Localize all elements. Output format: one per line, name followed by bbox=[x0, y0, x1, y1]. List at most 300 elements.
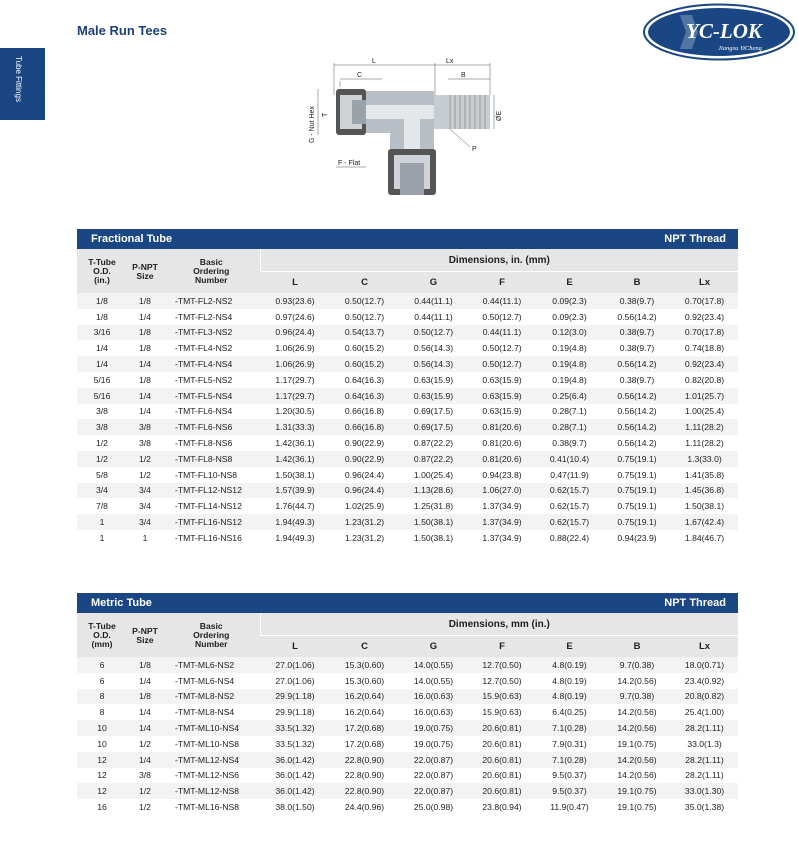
cell-E: 0.62(15.7) bbox=[536, 498, 603, 514]
table-row bbox=[77, 419, 738, 435]
col-C: C bbox=[330, 636, 399, 658]
cell-G: 22.0(0.87) bbox=[399, 752, 468, 768]
cell-Lx: 25.4(1.00) bbox=[671, 704, 738, 720]
cell-Lx: 1.01(25.7) bbox=[671, 388, 738, 404]
section-thread: NPT Thread bbox=[664, 233, 726, 245]
cell-B: 0.75(19.1) bbox=[603, 451, 671, 467]
cell-E: 0.19(4.8) bbox=[536, 372, 603, 388]
section-title: Fractional Tube bbox=[91, 233, 173, 245]
cell-L: 1.94(49.3) bbox=[260, 514, 330, 530]
cell-ordering-number: -TMT-ML16-NS8 bbox=[163, 799, 260, 815]
cell-Lx: 28.2(1.11) bbox=[671, 768, 738, 784]
cell-tube-od: 1/8 bbox=[77, 293, 127, 309]
cell-L: 1.42(36.1) bbox=[260, 451, 330, 467]
cell-F: 0.63(15.9) bbox=[468, 372, 536, 388]
cell-tube-od: 3/8 bbox=[77, 419, 127, 435]
cell-tube-od: 1/4 bbox=[77, 356, 127, 372]
cell-E: 0.28(7.1) bbox=[536, 419, 603, 435]
cell-F: 1.37(34.9) bbox=[468, 514, 536, 530]
cell-E: 4.8(0.19) bbox=[536, 689, 603, 705]
cell-C: 22.8(0.90) bbox=[330, 783, 399, 799]
cell-C: 0.66(16.8) bbox=[330, 419, 399, 435]
table-row bbox=[77, 340, 738, 356]
cell-B: 9.7(0.38) bbox=[603, 657, 671, 673]
cell-npt-size: 1/8 bbox=[127, 657, 163, 673]
cell-Lx: 1.41(35.8) bbox=[671, 467, 738, 483]
cell-C: 15.3(0.60) bbox=[330, 657, 399, 673]
cell-G: 0.69(17.5) bbox=[399, 419, 468, 435]
col-E: E bbox=[536, 272, 603, 294]
cell-tube-od: 16 bbox=[77, 799, 127, 815]
cell-B: 0.38(9.7) bbox=[603, 372, 671, 388]
cell-L: 1.94(49.3) bbox=[260, 530, 330, 546]
cell-npt-size: 1/2 bbox=[127, 783, 163, 799]
cell-C: 0.90(22.9) bbox=[330, 451, 399, 467]
cell-E: 0.19(4.8) bbox=[536, 340, 603, 356]
table-row bbox=[77, 356, 738, 372]
cell-Lx: 23.4(0.92) bbox=[671, 673, 738, 689]
cell-ordering-number: -TMT-ML10-NS4 bbox=[163, 720, 260, 736]
table-row bbox=[77, 514, 738, 530]
cell-B: 14.2(0.56) bbox=[603, 673, 671, 689]
cell-C: 1.23(31.2) bbox=[330, 530, 399, 546]
cell-C: 22.8(0.90) bbox=[330, 768, 399, 784]
cell-Lx: 0.74(18.8) bbox=[671, 340, 738, 356]
cell-L: 0.97(24.6) bbox=[260, 309, 330, 325]
dim-Lx: Lx bbox=[446, 58, 454, 65]
cell-B: 0.56(14.2) bbox=[603, 309, 671, 325]
cell-F: 0.81(20.6) bbox=[468, 419, 536, 435]
table-row bbox=[77, 799, 738, 815]
cell-B: 14.2(0.56) bbox=[603, 704, 671, 720]
cell-ordering-number: -TMT-FL16-NS12 bbox=[163, 514, 260, 530]
cell-tube-od: 1 bbox=[77, 514, 127, 530]
cell-Lx: 33.0(1.30) bbox=[671, 783, 738, 799]
cell-G: 22.0(0.87) bbox=[399, 768, 468, 784]
col-dimensions: Dimensions, in. (mm) bbox=[260, 249, 738, 272]
cell-G: 25.0(0.98) bbox=[399, 799, 468, 815]
cell-E: 0.09(2.3) bbox=[536, 293, 603, 309]
cell-Lx: 20.8(0.82) bbox=[671, 689, 738, 705]
cell-tube-od: 8 bbox=[77, 704, 127, 720]
cell-C: 0.50(12.7) bbox=[330, 309, 399, 325]
cell-G: 1.50(38.1) bbox=[399, 514, 468, 530]
cell-B: 0.38(9.7) bbox=[603, 340, 671, 356]
cell-tube-od: 5/8 bbox=[77, 467, 127, 483]
table-row bbox=[77, 752, 738, 768]
cell-C: 0.54(13.7) bbox=[330, 325, 399, 341]
metric-table bbox=[77, 613, 738, 815]
cell-tube-od: 12 bbox=[77, 752, 127, 768]
cell-ordering-number: -TMT-FL6-NS4 bbox=[163, 404, 260, 420]
cell-G: 0.87(22.2) bbox=[399, 451, 468, 467]
cell-F: 0.50(12.7) bbox=[468, 309, 536, 325]
cell-F: 0.44(11.1) bbox=[468, 325, 536, 341]
cell-F: 20.6(0.81) bbox=[468, 768, 536, 784]
cell-E: 4.8(0.19) bbox=[536, 657, 603, 673]
cell-npt-size: 1/8 bbox=[127, 372, 163, 388]
table-row bbox=[77, 530, 738, 546]
cell-tube-od: 6 bbox=[77, 657, 127, 673]
cell-C: 16.2(0.64) bbox=[330, 689, 399, 705]
cell-C: 22.8(0.90) bbox=[330, 752, 399, 768]
cell-ordering-number: -TMT-FL4-NS2 bbox=[163, 340, 260, 356]
cell-L: 1.76(44.7) bbox=[260, 498, 330, 514]
cell-B: 0.56(14.2) bbox=[603, 419, 671, 435]
cell-C: 0.96(24.4) bbox=[330, 467, 399, 483]
cell-ordering-number: -TMT-FL14-NS12 bbox=[163, 498, 260, 514]
table-row bbox=[77, 673, 738, 689]
section-header bbox=[77, 229, 738, 249]
cell-Lx: 0.70(17.8) bbox=[671, 325, 738, 341]
cell-C: 16.2(0.64) bbox=[330, 704, 399, 720]
cell-npt-size: 1/4 bbox=[127, 388, 163, 404]
table-row bbox=[77, 720, 738, 736]
dim-E: ØE bbox=[496, 110, 503, 121]
cell-L: 0.96(24.4) bbox=[260, 325, 330, 341]
cell-G: 16.0(0.63) bbox=[399, 704, 468, 720]
table-row bbox=[77, 325, 738, 341]
cell-npt-size: 1/4 bbox=[127, 404, 163, 420]
cell-G: 22.0(0.87) bbox=[399, 783, 468, 799]
cell-B: 0.56(14.2) bbox=[603, 435, 671, 451]
col-ordering-number: Basic Ordering Number bbox=[163, 249, 260, 293]
cell-Lx: 33.0(1.3) bbox=[671, 736, 738, 752]
cell-Lx: 18.0(0.71) bbox=[671, 657, 738, 673]
side-tab-label: Tube Fittings bbox=[14, 56, 23, 102]
cell-Lx: 1.84(46.7) bbox=[671, 530, 738, 546]
cell-L: 1.17(29.7) bbox=[260, 372, 330, 388]
cell-E: 0.47(11.9) bbox=[536, 467, 603, 483]
cell-C: 1.02(25.9) bbox=[330, 498, 399, 514]
cell-F: 0.50(12.7) bbox=[468, 356, 536, 372]
cell-ordering-number: -TMT-FL5-NS2 bbox=[163, 372, 260, 388]
cell-G: 1.25(31.8) bbox=[399, 498, 468, 514]
col-F: F bbox=[468, 636, 536, 658]
table-row bbox=[77, 704, 738, 720]
cell-F: 0.81(20.6) bbox=[468, 435, 536, 451]
cell-ordering-number: -TMT-FL6-NS6 bbox=[163, 419, 260, 435]
cell-F: 15.9(0.63) bbox=[468, 689, 536, 705]
cell-ordering-number: -TMT-FL2-NS4 bbox=[163, 309, 260, 325]
cell-G: 0.50(12.7) bbox=[399, 325, 468, 341]
col-E: E bbox=[536, 636, 603, 658]
col-C: C bbox=[330, 272, 399, 294]
brand-logo bbox=[642, 3, 796, 61]
table-row bbox=[77, 293, 738, 309]
col-L: L bbox=[260, 272, 330, 294]
cell-C: 24.4(0.96) bbox=[330, 799, 399, 815]
cell-ordering-number: -TMT-ML6-NS2 bbox=[163, 657, 260, 673]
logo-text: YC-LOK bbox=[686, 19, 762, 43]
cell-E: 6.4(0.25) bbox=[536, 704, 603, 720]
cell-G: 0.63(15.9) bbox=[399, 388, 468, 404]
cell-Lx: 0.92(23.4) bbox=[671, 356, 738, 372]
cell-Lx: 0.92(23.4) bbox=[671, 309, 738, 325]
cell-E: 9.5(0.37) bbox=[536, 783, 603, 799]
cell-ordering-number: -TMT-FL5-NS4 bbox=[163, 388, 260, 404]
dim-G: G - Nut Hex bbox=[309, 106, 316, 143]
cell-L: 1.20(30.5) bbox=[260, 404, 330, 420]
cell-npt-size: 3/4 bbox=[127, 498, 163, 514]
cell-L: 1.31(33.3) bbox=[260, 419, 330, 435]
cell-F: 0.50(12.7) bbox=[468, 340, 536, 356]
cell-F: 20.6(0.81) bbox=[468, 736, 536, 752]
section-header bbox=[77, 593, 738, 613]
section-thread: NPT Thread bbox=[664, 597, 726, 609]
cell-C: 0.60(15.2) bbox=[330, 356, 399, 372]
cell-ordering-number: -TMT-FL2-NS2 bbox=[163, 293, 260, 309]
cell-L: 36.0(1.42) bbox=[260, 783, 330, 799]
cell-G: 0.44(11.1) bbox=[399, 309, 468, 325]
cell-npt-size: 3/4 bbox=[127, 483, 163, 499]
cell-tube-od: 10 bbox=[77, 736, 127, 752]
cell-G: 0.44(11.1) bbox=[399, 293, 468, 309]
col-G: G bbox=[399, 272, 468, 294]
cell-L: 36.0(1.42) bbox=[260, 752, 330, 768]
col-B: B bbox=[603, 272, 671, 294]
table-row bbox=[77, 768, 738, 784]
cell-C: 0.66(16.8) bbox=[330, 404, 399, 420]
col-dimensions: Dimensions, mm (in.) bbox=[260, 613, 738, 636]
cell-E: 0.41(10.4) bbox=[536, 451, 603, 467]
col-tube-od: T-Tube O.D. (in.) bbox=[77, 249, 127, 293]
cell-tube-od: 5/16 bbox=[77, 372, 127, 388]
dim-C: C bbox=[357, 72, 363, 79]
col-G: G bbox=[399, 636, 468, 658]
cell-ordering-number: -TMT-FL8-NS8 bbox=[163, 451, 260, 467]
cell-F: 23.8(0.94) bbox=[468, 799, 536, 815]
tee-diagram bbox=[300, 55, 510, 200]
col-Lx: Lx bbox=[671, 636, 738, 658]
cell-B: 0.94(23.9) bbox=[603, 530, 671, 546]
col-F: F bbox=[468, 272, 536, 294]
cell-E: 0.09(2.3) bbox=[536, 309, 603, 325]
cell-tube-od: 1/4 bbox=[77, 340, 127, 356]
cell-ordering-number: -TMT-ML12-NS4 bbox=[163, 752, 260, 768]
cell-F: 0.81(20.6) bbox=[468, 451, 536, 467]
cell-C: 0.60(15.2) bbox=[330, 340, 399, 356]
cell-F: 0.63(15.9) bbox=[468, 404, 536, 420]
cell-Lx: 0.70(17.8) bbox=[671, 293, 738, 309]
cell-tube-od: 12 bbox=[77, 768, 127, 784]
cell-tube-od: 1 bbox=[77, 530, 127, 546]
metric-tube-section bbox=[77, 593, 738, 815]
cell-tube-od: 7/8 bbox=[77, 498, 127, 514]
cell-tube-od: 8 bbox=[77, 689, 127, 705]
cell-B: 19.1(0.75) bbox=[603, 783, 671, 799]
cell-ordering-number: -TMT-FL10-NS8 bbox=[163, 467, 260, 483]
side-tab[interactable] bbox=[0, 48, 45, 120]
cell-npt-size: 1/8 bbox=[127, 340, 163, 356]
cell-npt-size: 3/8 bbox=[127, 768, 163, 784]
table-row bbox=[77, 736, 738, 752]
table-row bbox=[77, 467, 738, 483]
fractional-table bbox=[77, 249, 738, 546]
cell-B: 9.7(0.38) bbox=[603, 689, 671, 705]
cell-npt-size: 3/8 bbox=[127, 435, 163, 451]
cell-L: 1.06(26.9) bbox=[260, 340, 330, 356]
cell-B: 0.75(19.1) bbox=[603, 467, 671, 483]
col-ordering-number: Basic Ordering Number bbox=[163, 613, 260, 657]
cell-G: 1.00(25.4) bbox=[399, 467, 468, 483]
cell-C: 17.2(0.68) bbox=[330, 736, 399, 752]
table-row bbox=[77, 309, 738, 325]
dim-B: B bbox=[461, 72, 466, 79]
table-row bbox=[77, 783, 738, 799]
cell-L: 1.42(36.1) bbox=[260, 435, 330, 451]
fractional-tube-section bbox=[77, 229, 738, 546]
cell-tube-od: 10 bbox=[77, 720, 127, 736]
cell-F: 1.37(34.9) bbox=[468, 498, 536, 514]
cell-F: 0.94(23.8) bbox=[468, 467, 536, 483]
cell-npt-size: 3/8 bbox=[127, 419, 163, 435]
table-row bbox=[77, 388, 738, 404]
cell-Lx: 1.00(25.4) bbox=[671, 404, 738, 420]
cell-E: 0.25(6.4) bbox=[536, 388, 603, 404]
cell-ordering-number: -TMT-ML12-NS8 bbox=[163, 783, 260, 799]
cell-B: 0.75(19.1) bbox=[603, 483, 671, 499]
cell-E: 7.1(0.28) bbox=[536, 720, 603, 736]
cell-E: 7.9(0.31) bbox=[536, 736, 603, 752]
table-row bbox=[77, 372, 738, 388]
cell-C: 0.64(16.3) bbox=[330, 372, 399, 388]
cell-ordering-number: -TMT-ML8-NS4 bbox=[163, 704, 260, 720]
cell-tube-od: 3/16 bbox=[77, 325, 127, 341]
metric-table-body bbox=[77, 657, 738, 815]
cell-Lx: 0.82(20.8) bbox=[671, 372, 738, 388]
cell-L: 27.0(1.06) bbox=[260, 673, 330, 689]
cell-G: 0.69(17.5) bbox=[399, 404, 468, 420]
cell-B: 0.75(19.1) bbox=[603, 514, 671, 530]
cell-F: 12.7(0.50) bbox=[468, 673, 536, 689]
col-L: L bbox=[260, 636, 330, 658]
cell-E: 0.19(4.8) bbox=[536, 356, 603, 372]
cell-tube-od: 1/8 bbox=[77, 309, 127, 325]
cell-npt-size: 1/8 bbox=[127, 325, 163, 341]
cell-F: 0.63(15.9) bbox=[468, 388, 536, 404]
logo-subtitle: Jiangsu YiCheng bbox=[718, 45, 762, 52]
cell-Lx: 1.3(33.0) bbox=[671, 451, 738, 467]
cell-B: 0.56(14.2) bbox=[603, 404, 671, 420]
dim-T: T bbox=[322, 112, 329, 117]
cell-G: 14.0(0.55) bbox=[399, 657, 468, 673]
cell-tube-od: 1/2 bbox=[77, 435, 127, 451]
cell-F: 20.6(0.81) bbox=[468, 720, 536, 736]
cell-ordering-number: -TMT-FL8-NS6 bbox=[163, 435, 260, 451]
cell-L: 36.0(1.42) bbox=[260, 768, 330, 784]
cell-E: 7.1(0.28) bbox=[536, 752, 603, 768]
cell-F: 1.06(27.0) bbox=[468, 483, 536, 499]
cell-npt-size: 1/8 bbox=[127, 293, 163, 309]
cell-L: 27.0(1.06) bbox=[260, 657, 330, 673]
cell-ordering-number: -TMT-ML8-NS2 bbox=[163, 689, 260, 705]
table-row bbox=[77, 483, 738, 499]
cell-F: 1.37(34.9) bbox=[468, 530, 536, 546]
cell-B: 19.1(0.75) bbox=[603, 736, 671, 752]
cell-ordering-number: -TMT-ML10-NS8 bbox=[163, 736, 260, 752]
table-row bbox=[77, 689, 738, 705]
cell-E: 9.5(0.37) bbox=[536, 768, 603, 784]
table-row bbox=[77, 498, 738, 514]
cell-L: 1.57(39.9) bbox=[260, 483, 330, 499]
cell-tube-od: 1/2 bbox=[77, 451, 127, 467]
cell-L: 29.9(1.18) bbox=[260, 689, 330, 705]
cell-B: 14.2(0.56) bbox=[603, 768, 671, 784]
col-Lx: Lx bbox=[671, 272, 738, 294]
cell-L: 33.5(1.32) bbox=[260, 736, 330, 752]
cell-C: 0.90(22.9) bbox=[330, 435, 399, 451]
cell-E: 0.62(15.7) bbox=[536, 483, 603, 499]
col-tube-od: T-Tube O.D. (mm) bbox=[77, 613, 127, 657]
cell-tube-od: 3/8 bbox=[77, 404, 127, 420]
cell-C: 0.96(24.4) bbox=[330, 483, 399, 499]
cell-npt-size: 1/4 bbox=[127, 752, 163, 768]
cell-L: 29.9(1.18) bbox=[260, 704, 330, 720]
cell-npt-size: 1/4 bbox=[127, 309, 163, 325]
cell-E: 0.38(9.7) bbox=[536, 435, 603, 451]
cell-F: 12.7(0.50) bbox=[468, 657, 536, 673]
cell-C: 17.2(0.68) bbox=[330, 720, 399, 736]
cell-npt-size: 1/4 bbox=[127, 673, 163, 689]
cell-Lx: 35.0(1.38) bbox=[671, 799, 738, 815]
dim-P: P bbox=[472, 146, 477, 153]
cell-ordering-number: -TMT-FL16-NS16 bbox=[163, 530, 260, 546]
dim-F: F - Flat bbox=[338, 160, 361, 167]
cell-npt-size: 1/2 bbox=[127, 451, 163, 467]
cell-G: 0.87(22.2) bbox=[399, 435, 468, 451]
cell-B: 19.1(0.75) bbox=[603, 799, 671, 815]
table-row bbox=[77, 451, 738, 467]
cell-ordering-number: -TMT-ML12-NS6 bbox=[163, 768, 260, 784]
cell-Lx: 28.2(1.11) bbox=[671, 720, 738, 736]
table-row bbox=[77, 657, 738, 673]
cell-E: 0.12(3.0) bbox=[536, 325, 603, 341]
cell-E: 0.62(15.7) bbox=[536, 514, 603, 530]
cell-npt-size: 1/4 bbox=[127, 356, 163, 372]
cell-L: 1.50(38.1) bbox=[260, 467, 330, 483]
cell-G: 14.0(0.55) bbox=[399, 673, 468, 689]
cell-npt-size: 1/2 bbox=[127, 799, 163, 815]
cell-L: 33.5(1.32) bbox=[260, 720, 330, 736]
cell-C: 15.3(0.60) bbox=[330, 673, 399, 689]
cell-E: 0.28(7.1) bbox=[536, 404, 603, 420]
cell-G: 1.13(28.6) bbox=[399, 483, 468, 499]
dim-L: L bbox=[372, 58, 376, 65]
section-title: Metric Tube bbox=[91, 597, 152, 609]
cell-E: 0.88(22.4) bbox=[536, 530, 603, 546]
cell-B: 0.38(9.7) bbox=[603, 325, 671, 341]
cell-npt-size: 1/4 bbox=[127, 720, 163, 736]
cell-E: 11.9(0.47) bbox=[536, 799, 603, 815]
cell-F: 20.6(0.81) bbox=[468, 783, 536, 799]
col-npt-size: P-NPT Size bbox=[127, 249, 163, 293]
cell-Lx: 1.67(42.4) bbox=[671, 514, 738, 530]
col-npt-size: P-NPT Size bbox=[127, 613, 163, 657]
cell-ordering-number: -TMT-ML6-NS4 bbox=[163, 673, 260, 689]
cell-ordering-number: -TMT-FL12-NS12 bbox=[163, 483, 260, 499]
cell-Lx: 1.50(38.1) bbox=[671, 498, 738, 514]
cell-tube-od: 5/16 bbox=[77, 388, 127, 404]
cell-Lx: 1.11(28.2) bbox=[671, 419, 738, 435]
cell-G: 0.63(15.9) bbox=[399, 372, 468, 388]
cell-B: 0.75(19.1) bbox=[603, 498, 671, 514]
cell-G: 16.0(0.63) bbox=[399, 689, 468, 705]
table-row bbox=[77, 435, 738, 451]
cell-B: 0.56(14.2) bbox=[603, 388, 671, 404]
cell-B: 14.2(0.56) bbox=[603, 720, 671, 736]
page-title: Male Run Tees bbox=[77, 23, 168, 38]
